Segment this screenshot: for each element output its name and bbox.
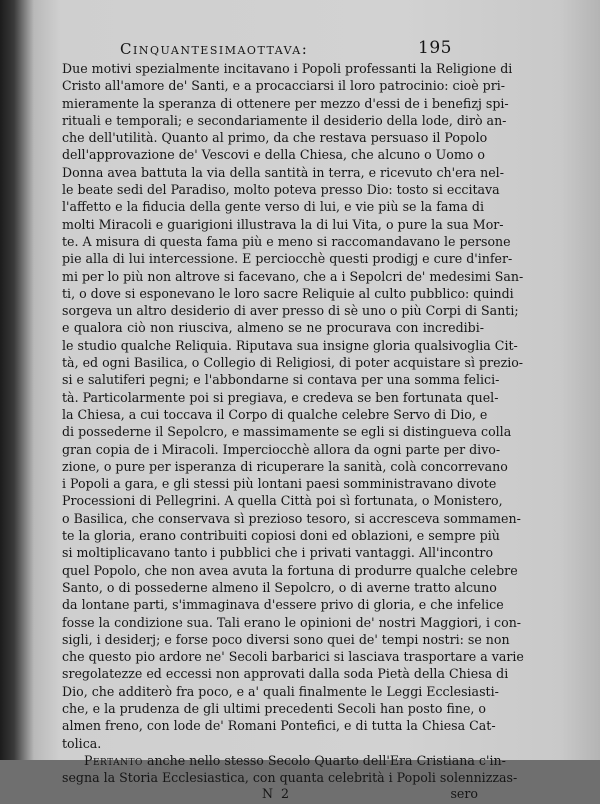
text-line: Donna avea battuta la via della santità in terra, e ricevuto ch'era nel- [62,164,504,180]
text-line: i Popoli a gara, e gli stessi più lontani paesi somministravano divote [62,476,497,492]
text-line: Cristo all'amore de' Santi, e a procacciarsi il loro patrocinio: cioè pri- [62,78,506,94]
text-line: ti, o dove si esponevano le loro sacre Reliquie al culto pubblico: quindi [62,285,514,301]
text-line: Santo, o di possederne almeno il Sepolcro, o di averne tratto alcuno [62,579,497,595]
page-footer [62,786,484,804]
text-line: mieramente la speranza di ottenere per mezzo d'essi de i benefizj spi- [62,95,509,111]
text-line: pie alla di lui intercessione. E perciocchè questi prodigj e cure d'infer- [62,251,513,267]
text-line: fosse la condizione sua. Tali erano le opinioni de' nostri Maggiori, i con- [62,614,522,630]
text-line: da lontane parti, s'immaginava d'essere privo di gloria, e che infelice [62,597,504,613]
text-line: tà. Particolarmente poi si pregiava, e credeva se ben fortunata quel- [62,389,499,405]
text-line: tà, ed ogni Basilica, o Collegio di Religiosi, di poter acquistare sì prezio- [62,355,524,371]
text-line: e qualora ciò non riusciva, almeno se ne procurava con incredibi- [62,320,484,336]
paragraph-2-line-1-text: anche nello stesso Secolo Quarto dell'Era Cristiana c'in- [142,752,506,768]
text-line: Processioni di Pellegrini. A quella Città poi sì fortunata, o Monistero, [62,493,503,509]
text-line: Due motivi spezialmente incitavano i Popoli professanti la Religione di [62,61,513,76]
text-line: di possederne il Sepolcro, e massimamente se egli si distingueva colla [62,424,512,440]
text-line: l'affetto e la fiducia della gente verso di lui, e vie più se la fama di [62,199,484,215]
text-line: dell'approvazione de' Vescovi e della Chiesa, che alcuno o Uomo o [62,147,485,163]
paragraph-1 [62,60,524,752]
text-line: le studio qualche Reliquia. Riputava sua insigne gloria qualsivoglia Cit- [62,337,518,353]
text-line: molti Miracoli e guarigioni illustrava la di lui Vita, o pure la sua Mor- [62,216,504,232]
text-line: sigli, i desiderj; e forse poco diversi sono quei de' tempi nostri: se non [62,631,510,647]
paragraph-2-line-1 [62,752,506,769]
text-line: si e salutiferi pegni; e l'abbondarne si contava per una somma felici- [62,372,500,388]
page-body [62,60,524,786]
text-line: te la gloria, erano contribuiti copiosi doni ed oblazioni, e sempre più [62,528,500,544]
text-line: tolica. [62,735,102,751]
text-line: zione, o pure per isperanza di ricuperare la sanità, colà concorrevano [62,458,508,474]
text-line: mi per lo più non altrove si facevano, che a i Sepolcri de' medesimi San- [62,268,524,284]
signature-mark: N 2 [262,786,292,802]
text-line: che questo pio ardore ne' Secoli barbarici si lasciava trasportare a varie [62,649,524,665]
page-number: 195 [418,38,452,58]
text-line: si moltiplicavano tanto i pubblici che i privati vantaggi. All'incontro [62,545,494,561]
catchword: sero [450,786,478,802]
text-line: Dio, che additerò fra poco, e a' quali finalmente le Leggi Ecclesiasti- [62,683,499,699]
text-line: che, e la prudenza de gli ultimi precedenti Secoli han posto fine, o [62,700,486,716]
text-line: almen freno, con lode de' Romani Pontefici, e di tutta la Chiesa Cat- [62,718,496,734]
text-line: gran copia de i Miracoli. Imperciocchè allora da ogni parte per divo- [62,441,501,457]
text-line: o Basilica, che conservava sì prezioso tesoro, si accresceva sommamen- [62,510,521,526]
book-page [62,36,524,804]
paragraph-2-line-2: segna la Storia Ecclesiastica, con quanta celebrità i Popoli solennizzas- [62,770,518,786]
text-line: sregolatezze ed eccessi non approvati dalla soda Pietà della Chiesa di [62,666,509,682]
running-title: Cinquantesimaottava: [120,40,309,58]
text-line: te. A misura di questa fama più e meno si raccomandavano le persone [62,233,511,249]
text-line: quel Popolo, che non avea avuta la fortuna di produrre qualche celebre [62,562,518,578]
text-line: che dell'utilità. Quanto al primo, da che restava persuaso il Popolo [62,130,488,146]
paragraph-2-first-word: Pertanto [84,752,143,768]
text-line: la Chiesa, a cui toccava il Corpo di qualche celebre Servo di Dio, e [62,406,488,422]
text-line: le beate sedi del Paradiso, molto poteva presso Dio: tosto si eccitava [62,182,500,198]
text-line: sorgeva un altro desiderio di aver presso di sè uno o più Corpi di Santi; [62,303,519,319]
text-line: rituali e temporali; e secondariamente il desiderio della lode, dirò an- [62,112,507,128]
page-header [62,36,484,58]
